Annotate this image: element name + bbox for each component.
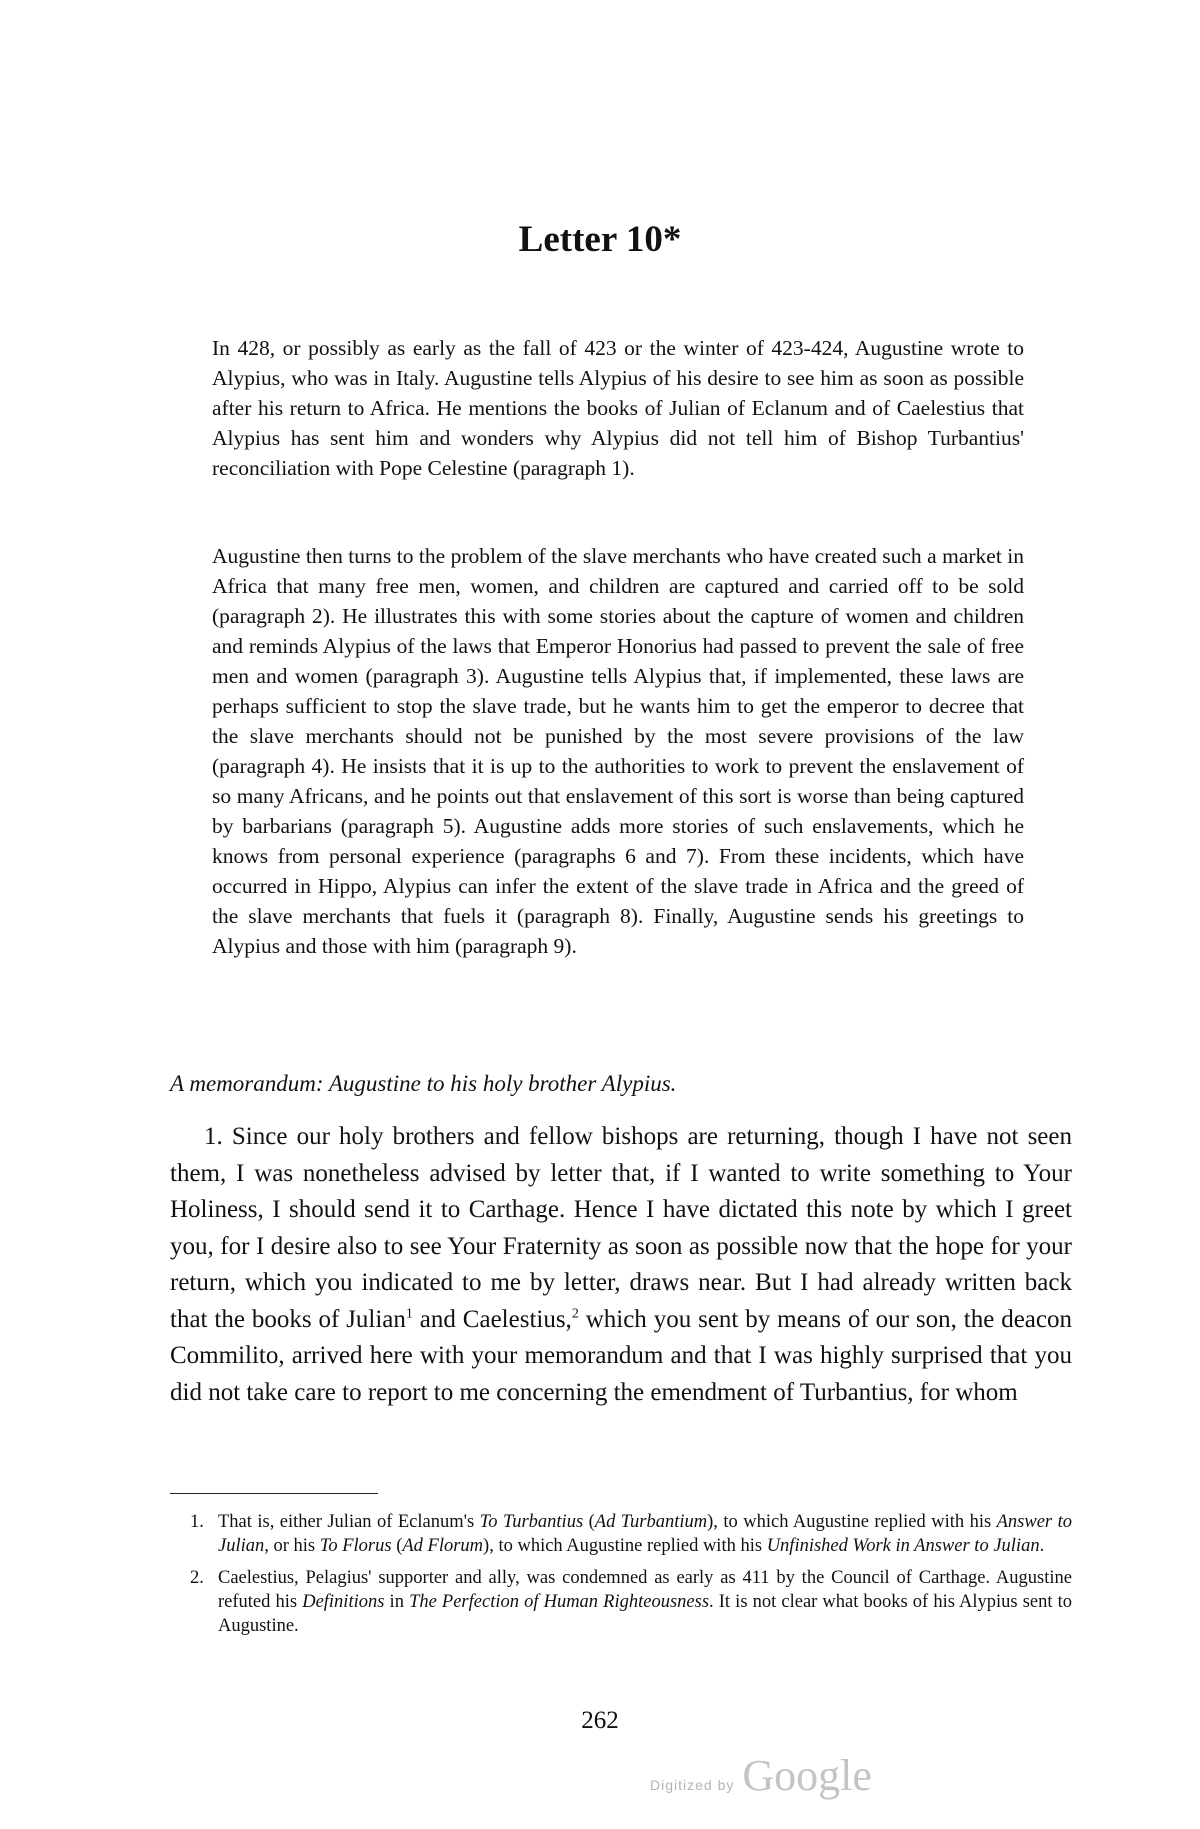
body-text: which you sent by means of our son, the deacon Commilito, arrived here with your memorandum and that I was highly surprised that you did not take care to report to me concerning the emendment of Turbantius, for whom xyxy=(170,1305,1072,1406)
page-title: Letter 10* xyxy=(518,219,682,260)
footnote-text: Caelestius, Pelagius' supporter and ally, was condemned as early as 411 by the Council of Carthage. Augustine refuted his xyxy=(218,1568,1072,1612)
footnote-text: , or his xyxy=(264,1536,320,1556)
footnote-text: ( xyxy=(391,1536,403,1556)
letter-body-paragraph xyxy=(170,1119,1072,1411)
footnote-2 xyxy=(190,1566,1072,1638)
google-logo: Google xyxy=(742,1751,872,1800)
footnote-ref-2[interactable]: 2 xyxy=(571,1306,579,1322)
work-title: Unfinished Work in Answer to Julian xyxy=(766,1536,1040,1556)
footnote-text: ), to which Augustine replied with his xyxy=(707,1512,997,1532)
body-text: and Caelestius, xyxy=(412,1305,572,1333)
work-title: The Perfection of Human Righteousness xyxy=(409,1592,710,1612)
memorandum-heading: A memorandum: Augustine to his holy brother Alypius. xyxy=(170,1071,677,1096)
footnotes-list xyxy=(190,1510,1072,1646)
work-title: Ad Florum xyxy=(402,1536,484,1556)
work-title: To Florus xyxy=(319,1536,392,1556)
summary-paragraph: In 428, or possibly as early as the fall of 423 or the winter of 423-424, Augustine wrote to Alypius, who was in Italy. Augustine tells Alypius of his desire to see him as soon as possible after his return to Africa. He mentions the books of Julian of Eclanum and of Caelestius that Alypius has sent him and wonders why Alypius did not tell him of Bishop Turbantius' reconciliation with Pope Celestine (paragraph 1). xyxy=(212,336,1024,480)
work-title: To Turbantius xyxy=(479,1512,584,1532)
footnote-text: That is, either Julian of Eclanum's xyxy=(218,1512,480,1532)
footnote-number: 2. xyxy=(190,1568,204,1588)
work-title: Answer to Julian xyxy=(218,1512,1072,1556)
footnote-text: ( xyxy=(583,1512,595,1532)
work-title: Ad Turbantium xyxy=(594,1512,708,1532)
footnote-text: . It is not clear what books of his Alypius sent to Augustine. xyxy=(218,1592,1073,1636)
footnote-text: . xyxy=(1039,1536,1045,1556)
summary-paragraph: Augustine then turns to the problem of the slave merchants who have created such a market in Africa that many free men, women, and children are captured and carried off to be sold (paragraph 2). He illustrates this with some stories about the capture of women and children and reminds Alypius of the laws that Emperor Honorius had passed to prevent the sale of free men and women (paragraph 3). Augustine tells Alypius that, if implemented, these laws are perhaps sufficient to stop the slave trade, but he wants him to get the emperor to decree that the slave merchants should not be punished by the most severe provisions of the law (paragraph 4). He insists that it is up to the authorities to work to prevent the enslavement of so many Africans, and he points out that enslavement of this sort is worse than being captured by barbarians (paragraph 5). Augustine adds more stories of such enslavements, which he knows from personal experience (paragraphs 6 and 7). From these incidents, which have occurred in Hippo, Alypius can infer the extent of the slave trade in Africa and the greed of the slave merchants that fuels it (paragraph 8). Finally, Augustine sends his greetings to Alypius and those with him (paragraph 9). xyxy=(212,544,1024,958)
work-title: Definitions xyxy=(302,1592,385,1612)
body-text: 1. Since our holy brothers and fellow bishops are returning, though I have not seen them, I was nonetheless advised by letter that, if I wanted to write something to Your Holiness, I should send it to Carthage. Hence I have dictated this note by which I greet you, for I desire also to see Your Fraternity as soon as possible now that the hope for your return, which you indicated to me by letter, draws near. But I had already written back that the books of Julian xyxy=(170,1123,1072,1333)
watermark-small-text: Digitized by xyxy=(650,1777,735,1793)
footnote-1 xyxy=(190,1510,1072,1558)
footnote-number: 1. xyxy=(190,1512,204,1532)
footnote-text: ), to which Augustine replied with his xyxy=(483,1536,767,1556)
footnote-divider xyxy=(170,1493,378,1494)
footnote-ref-1[interactable]: 1 xyxy=(405,1306,413,1322)
page-number: 262 xyxy=(581,1707,619,1734)
digitized-by-google-watermark xyxy=(650,1750,872,1800)
footnote-text: in xyxy=(384,1592,410,1612)
